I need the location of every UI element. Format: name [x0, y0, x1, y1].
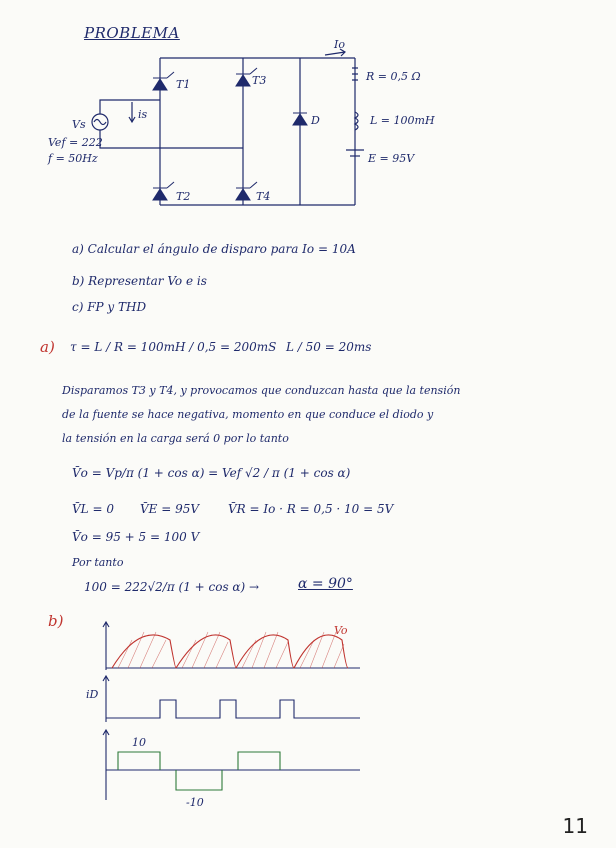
- vo-wave-label: Vo: [334, 624, 348, 637]
- source-freq: f = 50Hz: [48, 152, 98, 165]
- mean-voltage-equation: V̄o = Vp/π (1 + cos α) = Vef √2 / π (1 + cos α): [72, 466, 351, 480]
- page-title: PROBLEMA: [84, 24, 180, 42]
- statement-c: c) FP y THD: [72, 300, 147, 314]
- ve-equation: V̄E = 95V: [140, 502, 200, 516]
- inductor-label: L = 100mH: [370, 114, 435, 127]
- thyristor-t4-label: T4: [256, 190, 271, 203]
- explanation-line-1: Disparamos T3 y T4, y provocamos que conduzcan hasta que la tensión: [62, 384, 461, 397]
- thyristor-t2-label: T2: [176, 190, 191, 203]
- explanation-line-3: la tensión en la carga será 0 por lo tanto: [62, 432, 289, 445]
- thyristor-t3-label: T3: [252, 74, 267, 87]
- page-number: 11: [562, 814, 588, 838]
- is-positive-label: 10: [132, 736, 146, 749]
- therefore-text: Por tanto: [72, 556, 124, 569]
- diode-label: D: [311, 114, 320, 127]
- source-rms: Vef = 222: [48, 136, 103, 149]
- thyristor-t1-label: T1: [176, 78, 191, 91]
- current-io-label: Io: [334, 38, 345, 51]
- vr-equation: V̄R = Io · R = 0,5 · 10 = 5V: [228, 502, 394, 516]
- vo-sum-equation: V̄o = 95 + 5 = 100 V: [72, 530, 200, 544]
- statement-a: a) Calcular el ángulo de disparo para Io = 10A: [72, 242, 356, 256]
- source-label: Vs: [72, 118, 86, 131]
- id-wave-label: iD: [86, 688, 99, 701]
- tau-equation: τ = L / R = 100mH / 0,5 = 200mS: [70, 340, 277, 354]
- vl-equation: V̄L = 0: [72, 502, 114, 516]
- ratio-equation: L / 50 = 20ms: [286, 340, 372, 354]
- statement-b: b) Representar Vo e is: [72, 274, 207, 288]
- current-is-label: is: [138, 108, 148, 121]
- resistor-label: R = 0,5 Ω: [366, 70, 421, 83]
- emf-label: E = 95V: [368, 152, 415, 165]
- alpha-equation: 100 = 222√2/π (1 + cos α) →: [84, 580, 260, 594]
- solution-a-label: a): [40, 338, 55, 356]
- alpha-result: α = 90°: [298, 576, 353, 592]
- explanation-line-2: de la fuente se hace negativa, momento en que conduce el diodo y: [62, 408, 434, 421]
- is-negative-label: -10: [186, 796, 204, 809]
- solution-b-label: b): [48, 612, 64, 630]
